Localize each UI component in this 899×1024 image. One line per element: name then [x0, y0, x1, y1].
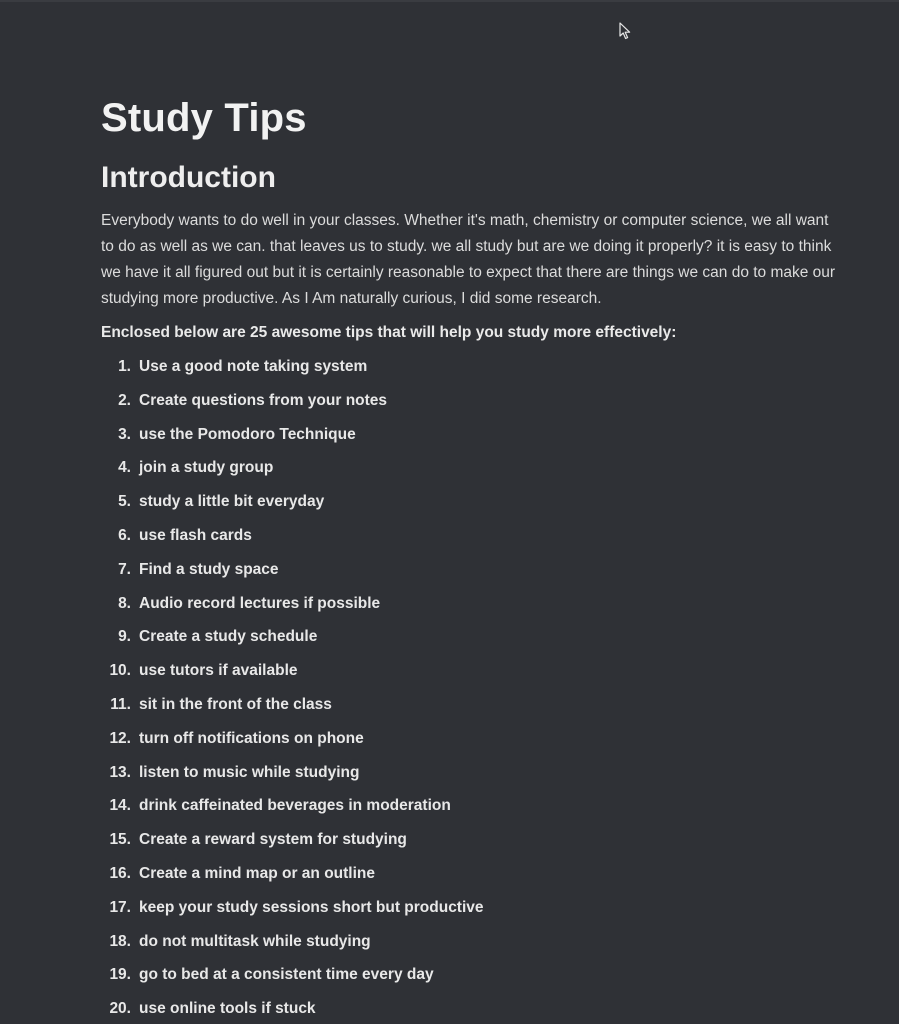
- tip-text: study a little bit everyday: [139, 493, 325, 511]
- tip-number: 16.: [109, 864, 131, 882]
- tip-text: Audio record lectures if possible: [139, 594, 381, 612]
- tip-number: 2.: [118, 391, 131, 409]
- tip-item: [101, 895, 841, 929]
- mouse-pointer-icon: [619, 22, 631, 40]
- tip-text: Find a study space: [139, 560, 279, 578]
- page-title: Study Tips: [101, 96, 307, 140]
- tip-text: keep your study sessions short but productive: [139, 898, 484, 916]
- tip-number: 5.: [118, 493, 131, 511]
- tip-text: Create a reward system for studying: [139, 831, 407, 849]
- tip-text: Create a mind map or an outline: [139, 864, 375, 882]
- tip-number: 10.: [109, 662, 131, 680]
- tip-text: drink caffeinated beverages in moderation: [139, 797, 451, 815]
- tip-item: [101, 624, 841, 658]
- tip-item: [101, 422, 841, 456]
- intro-paragraph: Everybody wants to do well in your classes. Whether it's math, chemistry or computer science, we all want to do as well as we can. that leaves us to study. we all study but are we doing it properly? it is easy to think we have it all figured out but it is certainly reasonable to expect that there are things we can do to make our studying more productive. As I Am naturally curious, I did some research.: [101, 212, 836, 307]
- tip-text: use the Pomodoro Technique: [139, 425, 356, 443]
- tip-item: [101, 996, 841, 1024]
- document-body: [101, 96, 841, 1024]
- section-heading-introduction: Introduction: [101, 161, 276, 194]
- tip-item: [101, 523, 841, 557]
- tips-list: [101, 354, 841, 1024]
- tip-item: [101, 658, 841, 692]
- tip-number: 14.: [109, 797, 131, 815]
- tip-number: 15.: [109, 831, 131, 849]
- tip-item: [101, 489, 841, 523]
- tip-item: [101, 388, 841, 422]
- tip-item: [101, 455, 841, 489]
- tip-number: 8.: [118, 594, 131, 612]
- tip-item: [101, 726, 841, 760]
- tip-item: [101, 929, 841, 963]
- tip-text: listen to music while studying: [139, 763, 360, 781]
- tip-text: do not multitask while studying: [139, 932, 371, 950]
- tip-text: use tutors if available: [139, 662, 298, 680]
- tip-item: [101, 557, 841, 591]
- tip-text: go to bed at a consistent time every day: [139, 966, 434, 984]
- tip-item: [101, 962, 841, 996]
- tip-number: 9.: [118, 628, 131, 646]
- tip-number: 18.: [109, 932, 131, 950]
- tip-item: [101, 793, 841, 827]
- tip-number: 1.: [118, 358, 131, 375]
- tip-text: join a study group: [139, 459, 274, 477]
- tip-number: 20.: [109, 1000, 131, 1018]
- tip-item: [101, 760, 841, 794]
- tip-number: 11.: [110, 695, 131, 713]
- tip-text: use flash cards: [139, 526, 252, 544]
- tip-item: [101, 692, 841, 726]
- tip-item: [101, 354, 841, 388]
- tip-item: [101, 861, 841, 895]
- tip-number: 19.: [109, 966, 131, 984]
- tip-number: 7.: [118, 560, 131, 578]
- tips-lead-text: Enclosed below are 25 awesome tips that will help you study more effectively:: [101, 324, 677, 341]
- tip-text: Create a study schedule: [139, 628, 318, 646]
- tip-text: turn off notifications on phone: [139, 729, 364, 747]
- tip-number: 17.: [109, 898, 131, 916]
- tip-item: [101, 591, 841, 625]
- tip-item: [101, 827, 841, 861]
- tip-number: 12.: [109, 729, 131, 747]
- window-top-edge: [0, 0, 899, 2]
- tip-text: Use a good note taking system: [139, 358, 368, 375]
- tip-text: Create questions from your notes: [139, 391, 388, 409]
- tip-number: 13.: [109, 763, 131, 781]
- tip-number: 4.: [118, 459, 131, 477]
- tip-number: 3.: [118, 425, 131, 443]
- tip-number: 6.: [118, 526, 131, 544]
- tip-text: use online tools if stuck: [139, 1000, 316, 1018]
- tip-text: sit in the front of the class: [139, 695, 332, 713]
